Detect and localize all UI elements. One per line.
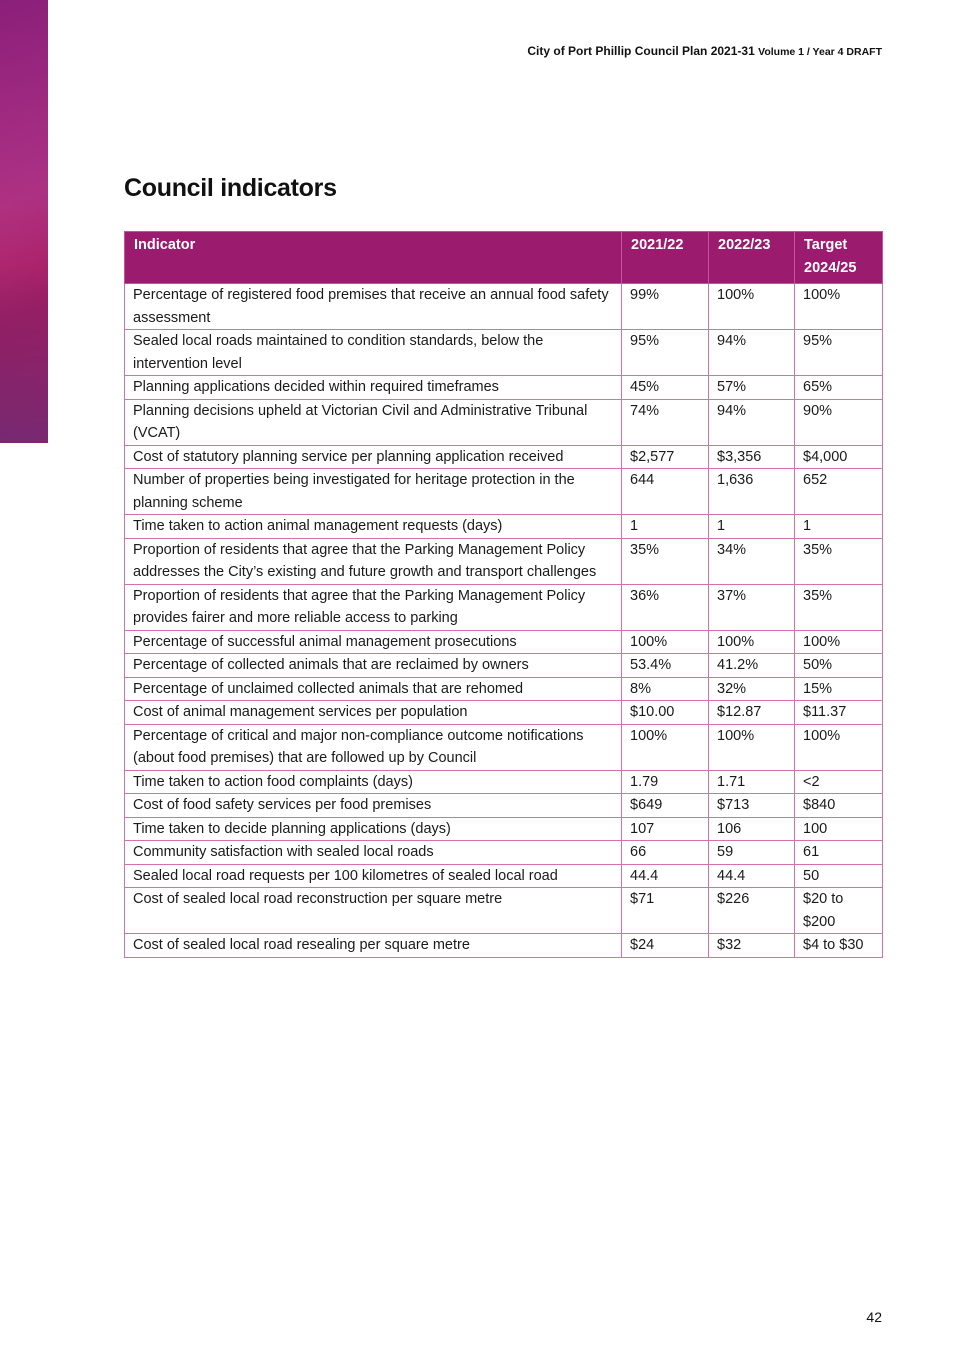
table-row: [125, 584, 883, 630]
table-row: [125, 888, 883, 934]
target-2024-25-cell: 15%: [795, 677, 883, 701]
table-row: [125, 770, 883, 794]
indicator-cell: Number of properties being investigated for heritage protection in the planning scheme: [125, 469, 622, 515]
value-2022-23-cell: 41.2%: [709, 654, 795, 678]
column-header-target: Target 2024/25: [795, 232, 883, 284]
table-row: [125, 677, 883, 701]
value-2022-23-cell: 100%: [709, 284, 795, 330]
value-2022-23-cell: 1.71: [709, 770, 795, 794]
document-title: City of Port Phillip Council Plan 2021-31: [527, 44, 755, 58]
value-2021-22-cell: 35%: [622, 538, 709, 584]
value-2021-22-cell: 644: [622, 469, 709, 515]
table-row: [125, 864, 883, 888]
indicator-cell: Time taken to action animal management requests (days): [125, 515, 622, 539]
target-2024-25-cell: $840: [795, 794, 883, 818]
table-row: [125, 399, 883, 445]
value-2022-23-cell: $3,356: [709, 445, 795, 469]
value-2021-22-cell: 53.4%: [622, 654, 709, 678]
indicator-cell: Community satisfaction with sealed local roads: [125, 841, 622, 865]
target-2024-25-cell: 65%: [795, 376, 883, 400]
column-header-2022-23: 2022/23: [709, 232, 795, 284]
value-2021-22-cell: $10.00: [622, 701, 709, 725]
target-2024-25-cell: 61: [795, 841, 883, 865]
value-2022-23-cell: 32%: [709, 677, 795, 701]
table-row: [125, 701, 883, 725]
value-2022-23-cell: 37%: [709, 584, 795, 630]
indicator-cell: Cost of animal management services per population: [125, 701, 622, 725]
value-2021-22-cell: 95%: [622, 330, 709, 376]
value-2021-22-cell: 100%: [622, 724, 709, 770]
value-2021-22-cell: 1.79: [622, 770, 709, 794]
value-2022-23-cell: 100%: [709, 630, 795, 654]
target-2024-25-cell: 35%: [795, 538, 883, 584]
indicator-cell: Cost of sealed local road reconstruction per square metre: [125, 888, 622, 934]
table-row: [125, 376, 883, 400]
value-2022-23-cell: $32: [709, 934, 795, 958]
document-subtitle: Volume 1 / Year 4 DRAFT: [758, 46, 882, 58]
table-row: [125, 630, 883, 654]
indicator-cell: Time taken to action food complaints (days): [125, 770, 622, 794]
indicator-cell: Percentage of registered food premises that receive an annual food safety assessment: [125, 284, 622, 330]
indicator-cell: Cost of food safety services per food premises: [125, 794, 622, 818]
value-2022-23-cell: $713: [709, 794, 795, 818]
value-2022-23-cell: 94%: [709, 399, 795, 445]
indicator-cell: Percentage of successful animal management prosecutions: [125, 630, 622, 654]
value-2021-22-cell: 36%: [622, 584, 709, 630]
value-2022-23-cell: 59: [709, 841, 795, 865]
table-row: [125, 934, 883, 958]
target-2024-25-cell: 100%: [795, 724, 883, 770]
target-2024-25-cell: 35%: [795, 584, 883, 630]
target-2024-25-cell: 100%: [795, 284, 883, 330]
value-2021-22-cell: 99%: [622, 284, 709, 330]
page-title: Council indicators: [124, 174, 337, 202]
indicators-table: [124, 231, 883, 958]
target-2024-25-cell: $11.37: [795, 701, 883, 725]
column-header-2021-22: 2021/22: [622, 232, 709, 284]
document-header: [527, 44, 882, 58]
table-row: [125, 330, 883, 376]
indicator-cell: Sealed local road requests per 100 kilometres of sealed local road: [125, 864, 622, 888]
value-2022-23-cell: $12.87: [709, 701, 795, 725]
value-2022-23-cell: 106: [709, 817, 795, 841]
value-2022-23-cell: 94%: [709, 330, 795, 376]
target-2024-25-cell: 90%: [795, 399, 883, 445]
target-2024-25-cell: $4 to $30: [795, 934, 883, 958]
target-2024-25-cell: 50: [795, 864, 883, 888]
indicator-cell: Percentage of unclaimed collected animals that are rehomed: [125, 677, 622, 701]
value-2022-23-cell: 1: [709, 515, 795, 539]
table-row: [125, 515, 883, 539]
indicator-cell: Cost of sealed local road resealing per square metre: [125, 934, 622, 958]
table-row: [125, 724, 883, 770]
decorative-side-band: [0, 0, 48, 443]
value-2021-22-cell: 74%: [622, 399, 709, 445]
column-header-indicator: Indicator: [125, 232, 622, 284]
target-2024-25-cell: 95%: [795, 330, 883, 376]
value-2022-23-cell: 44.4: [709, 864, 795, 888]
table-row: [125, 654, 883, 678]
indicator-cell: Proportion of residents that agree that the Parking Management Policy provides fairer and more reliable access to parking: [125, 584, 622, 630]
value-2021-22-cell: 45%: [622, 376, 709, 400]
value-2021-22-cell: 44.4: [622, 864, 709, 888]
target-2024-25-cell: 652: [795, 469, 883, 515]
indicator-cell: Planning applications decided within required timeframes: [125, 376, 622, 400]
target-2024-25-cell: 100: [795, 817, 883, 841]
target-2024-25-cell: <2: [795, 770, 883, 794]
page-number: 42: [866, 1309, 882, 1325]
value-2022-23-cell: 57%: [709, 376, 795, 400]
indicator-cell: Cost of statutory planning service per planning application received: [125, 445, 622, 469]
table-row: [125, 794, 883, 818]
indicator-cell: Percentage of critical and major non-compliance outcome notifications (about food premises) that are followed up by Council: [125, 724, 622, 770]
value-2021-22-cell: $2,577: [622, 445, 709, 469]
table-row: [125, 469, 883, 515]
target-2024-25-cell: 100%: [795, 630, 883, 654]
value-2021-22-cell: 8%: [622, 677, 709, 701]
value-2021-22-cell: 1: [622, 515, 709, 539]
target-2024-25-cell: $4,000: [795, 445, 883, 469]
indicator-cell: Time taken to decide planning applications (days): [125, 817, 622, 841]
value-2021-22-cell: $649: [622, 794, 709, 818]
indicator-cell: Planning decisions upheld at Victorian Civil and Administrative Tribunal (VCAT): [125, 399, 622, 445]
indicator-cell: Proportion of residents that agree that the Parking Management Policy addresses the City’s existing and future growth and transport challenges: [125, 538, 622, 584]
value-2021-22-cell: $24: [622, 934, 709, 958]
value-2021-22-cell: 66: [622, 841, 709, 865]
value-2022-23-cell: 1,636: [709, 469, 795, 515]
indicator-cell: Percentage of collected animals that are reclaimed by owners: [125, 654, 622, 678]
value-2022-23-cell: $226: [709, 888, 795, 934]
indicator-cell: Sealed local roads maintained to condition standards, below the intervention level: [125, 330, 622, 376]
table-row: [125, 817, 883, 841]
target-2024-25-cell: 1: [795, 515, 883, 539]
table-row: [125, 445, 883, 469]
value-2022-23-cell: 100%: [709, 724, 795, 770]
value-2022-23-cell: 34%: [709, 538, 795, 584]
table-row: [125, 841, 883, 865]
target-2024-25-cell: $20 to $200: [795, 888, 883, 934]
value-2021-22-cell: 107: [622, 817, 709, 841]
value-2021-22-cell: $71: [622, 888, 709, 934]
target-2024-25-cell: 50%: [795, 654, 883, 678]
table-header-row: [125, 232, 883, 284]
value-2021-22-cell: 100%: [622, 630, 709, 654]
table-row: [125, 538, 883, 584]
table-row: [125, 284, 883, 330]
